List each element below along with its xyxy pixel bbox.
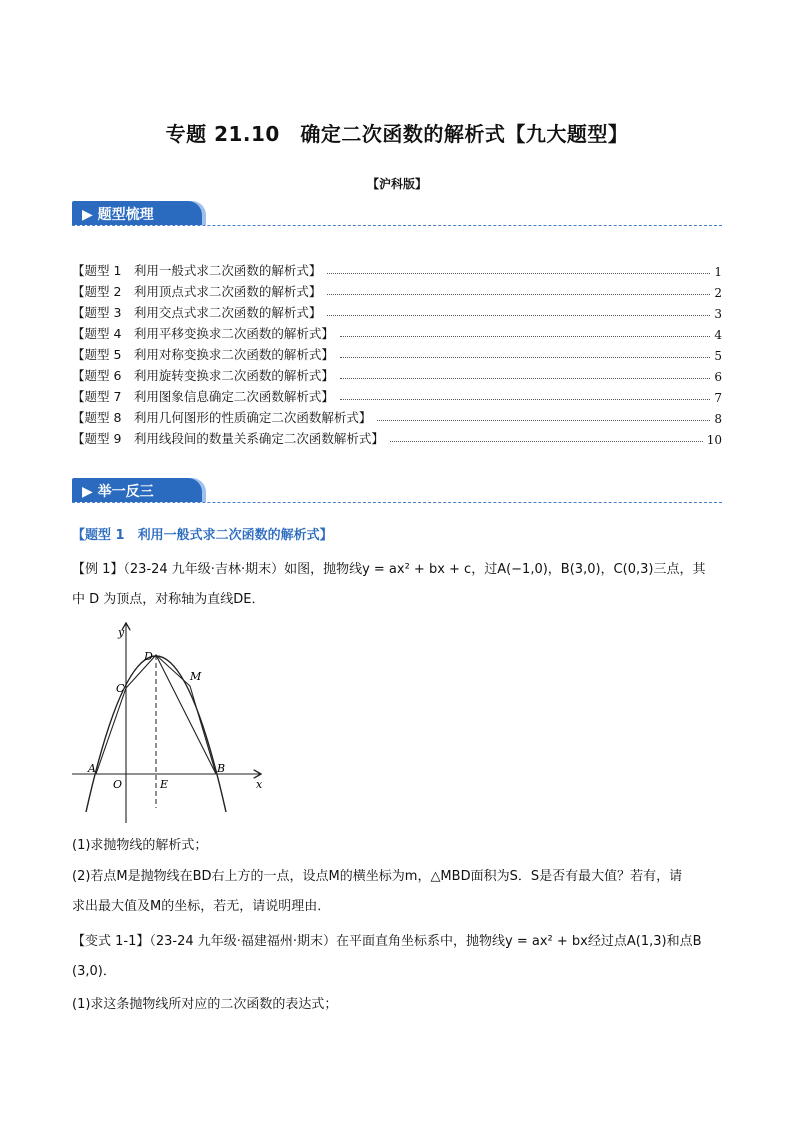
play-icon: ▶: [82, 484, 98, 500]
question-1: (1)求抛物线的解析式；: [72, 838, 208, 853]
section-title: 题型梳理: [97, 207, 154, 223]
variant-1-1-text: [72, 927, 724, 987]
label-D: D: [144, 650, 153, 663]
toc-page-number: 1: [714, 265, 722, 279]
toc-item-label: 【题型 6 利用旋转变换求二次函数的解析式】: [72, 368, 334, 383]
label-x: x: [256, 778, 263, 791]
toc-item[interactable]: [72, 321, 722, 342]
toc-item[interactable]: [72, 384, 722, 405]
toc-page-number: 10: [706, 433, 722, 447]
question-type-heading: 【题型 1 利用一般式求二次函数的解析式】: [72, 528, 333, 543]
variant-question-1: (1)求这条抛物线所对应的二次函数的表达式；: [72, 997, 338, 1012]
toc-page-number: 5: [714, 349, 722, 363]
toc-item[interactable]: [72, 279, 722, 300]
toc-page-number: 4: [714, 328, 722, 342]
toc-item[interactable]: [72, 258, 722, 279]
toc-item[interactable]: [72, 405, 722, 426]
toc-page-number: 7: [714, 391, 722, 405]
toc-item-label: 【题型 9 利用线段间的数量关系确定二次函数解析式】: [72, 431, 384, 446]
question-2: [72, 862, 724, 922]
parabola-figure: [72, 618, 272, 828]
label-B: B: [217, 762, 226, 775]
toc-item-label: 【题型 4 利用平移变换求二次函数的解析式】: [72, 326, 334, 341]
label-y: y: [118, 626, 125, 639]
example-1-text: [72, 555, 724, 615]
toc-page-number: 8: [714, 412, 722, 426]
toc-item[interactable]: [72, 342, 722, 363]
label-E: E: [160, 778, 169, 791]
example-line: 中 D 为顶点，对称轴为直线DE．: [72, 592, 265, 607]
variant-line: (3,0)．: [72, 964, 116, 979]
play-icon: ▶: [82, 207, 98, 223]
section-tab: [72, 201, 202, 225]
label-M: M: [190, 670, 202, 683]
toc-item-label: 【题型 7 利用图象信息确定二次函数解析式】: [72, 389, 334, 404]
toc-item[interactable]: [72, 426, 722, 447]
edition-label: 【沪科版】: [366, 177, 427, 191]
label-A: A: [88, 762, 96, 775]
toc-page-number: 2: [714, 286, 722, 300]
dashed-divider: [72, 225, 722, 226]
toc-item-label: 【题型 2 利用顶点式求二次函数的解析式】: [72, 284, 322, 299]
toc-item[interactable]: [72, 363, 722, 384]
example-line: 【例 1】（23-24 九年级·吉林·期末）如图，抛物线y = ax² + bx + c，过A(−1,0)，B(3,0)，C(0,3)三点，其: [72, 562, 706, 577]
dashed-divider: [72, 502, 722, 503]
table-of-contents: [72, 258, 722, 447]
label-C: C: [116, 682, 125, 695]
section-header-overview: [72, 201, 722, 227]
page-title: 专题 21.10 确定二次函数的解析式【九大题型】: [165, 122, 629, 146]
question-line: (2)若点M是抛物线在BD右上方的一点，设点M的横坐标为m，△MBD面积为S．S是否有最大值？若有，请: [72, 869, 683, 884]
toc-item-label: 【题型 1 利用一般式求二次函数的解析式】: [72, 263, 322, 278]
section-tab: [72, 478, 202, 502]
section-title: 举一反三: [97, 484, 154, 500]
toc-item[interactable]: [72, 300, 722, 321]
section-header-practice: [72, 478, 722, 504]
variant-line: 【变式 1-1】（23-24 九年级·福建福州·期末）在平面直角坐标系中，抛物线y = ax² + bx经过点A(1,3)和点B: [72, 934, 702, 949]
toc-page-number: 6: [714, 370, 722, 384]
toc-page-number: 3: [714, 307, 722, 321]
question-line: 求出最大值及M的坐标，若无，请说明理由．: [72, 899, 331, 914]
toc-item-label: 【题型 3 利用交点式求二次函数的解析式】: [72, 305, 322, 320]
toc-item-label: 【题型 8 利用几何图形的性质确定二次函数解析式】: [72, 410, 372, 425]
label-O: O: [113, 778, 123, 791]
toc-item-label: 【题型 5 利用对称变换求二次函数的解析式】: [72, 347, 334, 362]
